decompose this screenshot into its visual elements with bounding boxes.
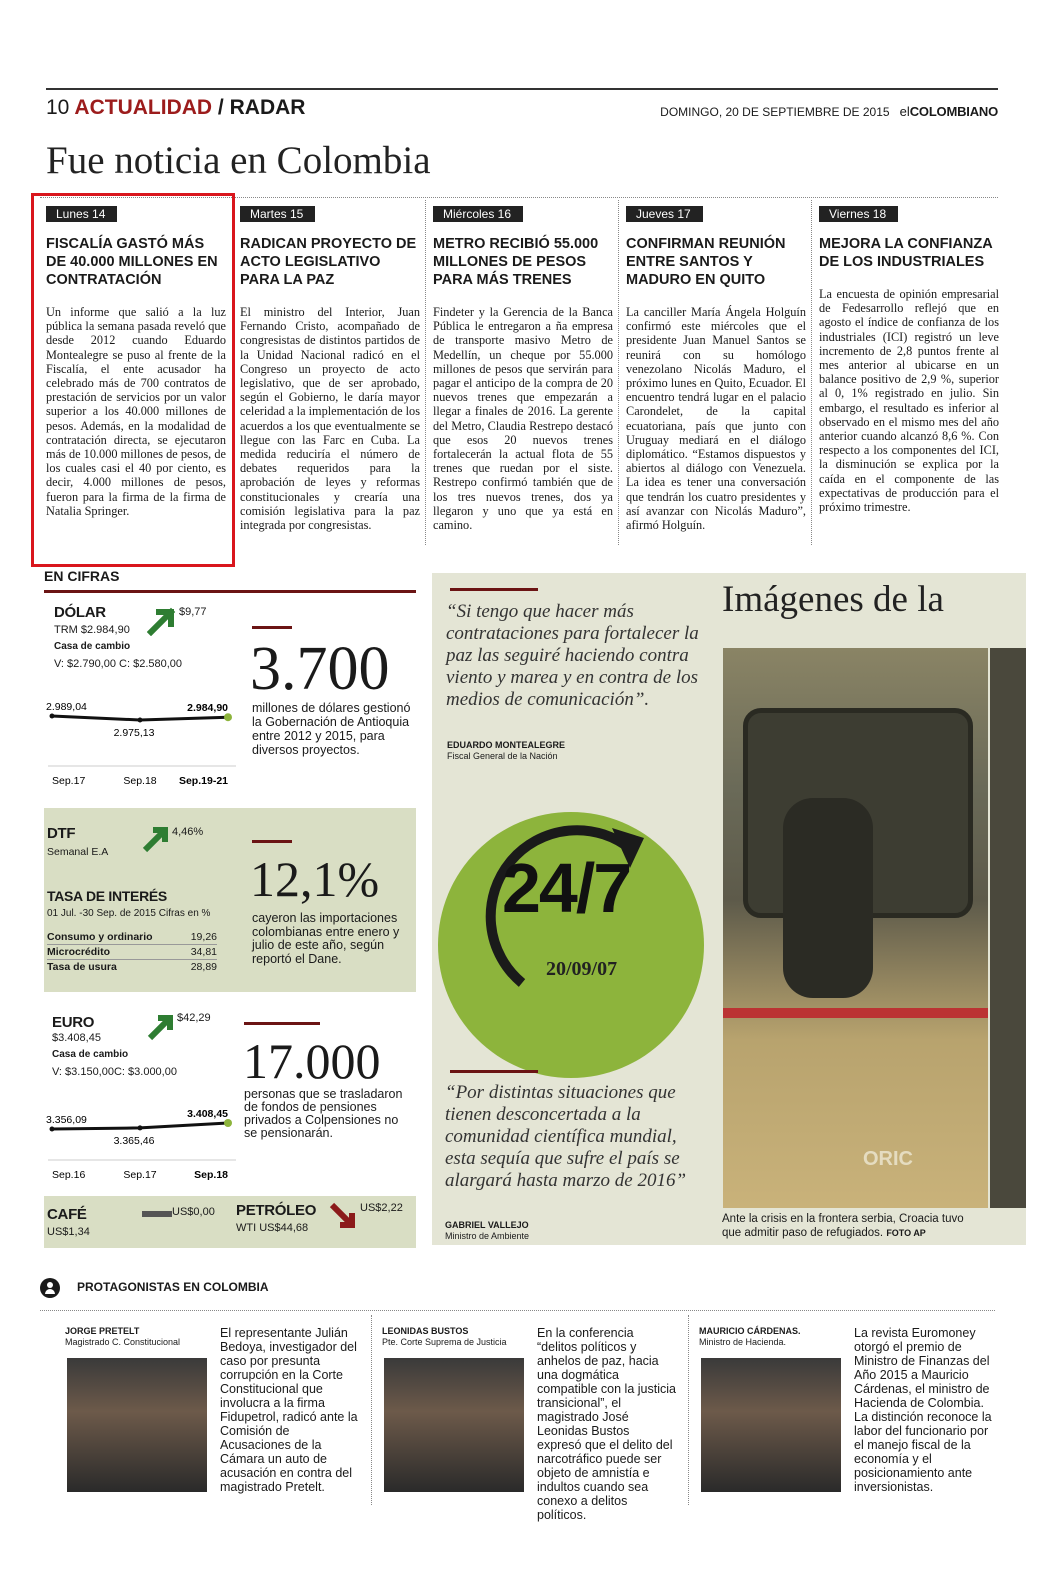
protagonist-card <box>382 1326 682 1522</box>
day-headline: CONFIRMAN REUNIÓN ENTRE SANTOS Y MADURO EN QUITO <box>626 236 786 288</box>
stat-value: 17.000 <box>243 1033 381 1089</box>
circle-big-text: 24/7 <box>502 849 631 927</box>
day-body: Un informe que salió a la luz pública la semana pasada reveló que desde 2012 cuando Eduardo Montealegre se puso al frente de la Fiscalía, el ente acusador ha celebrado más de 700 contratos de prestación de servicios por un valor superior a los 40.000 millones de pesos. Además, en la modalidad de contratación directa, se ejecutaron más de 10.000 millones de pesos, de los cuales casi el 40 por ciento, es decir, 4.000 millones de pesos, fueron para la firma de la firma de Natalia Springer. <box>46 305 226 518</box>
petroleo-change: US$2,22 <box>360 1202 403 1214</box>
day-headline: RADICAN PROYECTO DE ACTO LEGISLATIVO PARA LA PAZ <box>240 236 417 288</box>
day-column-jueves <box>626 205 806 532</box>
highlight-box <box>31 193 235 567</box>
day-column-miercoles <box>433 205 613 532</box>
header-right <box>660 104 998 119</box>
refugee-photo <box>723 648 988 1208</box>
person-silhouette <box>783 798 873 998</box>
dtf-title: DTF <box>47 825 76 842</box>
stat-text: millones de dólares gestionó la Gobernación de Antioquia entre 2012 y 2015, para diversos proyectos. <box>252 701 411 757</box>
euro-title: EURO <box>52 1014 95 1031</box>
cafe-price: US$1,34 <box>47 1226 90 1238</box>
dolar-trm: TRM $2.984,90 <box>54 624 130 636</box>
chart-point-label: 2.984,90 <box>187 702 228 715</box>
quote-vallejo: “Por distintas situaciones que tienen desconcertada a la comunidad científica mundial, esta sequía que sufre el país se alargará hasta marzo de 2016” <box>445 1082 687 1191</box>
tasa-row-value: 28,89 <box>190 961 217 973</box>
cifras-rule <box>44 590 416 593</box>
petroleo-title: PETRÓLEO <box>236 1202 317 1219</box>
chart-date-label: Sep.17 <box>52 775 86 787</box>
protagonist-text: La revista Euromoney otorgó el premio de Ministro de Finanzas del Año 2015 a Mauricio Cárdenas, el ministro de Hacienda de Colombia. La distinción reconoce la labor del funcionario por el manejo fiscal de la economía y el posicionamiento ante inversionistas. <box>854 1326 992 1494</box>
train-stripe <box>723 1008 988 1018</box>
logo-main: COLOMBIANO <box>909 104 998 119</box>
chart-point <box>50 714 55 719</box>
euro-chart <box>44 1098 240 1188</box>
dolar-chart <box>44 694 240 794</box>
column-divider <box>371 1315 372 1505</box>
cafe-title: CAFÉ <box>47 1206 87 1223</box>
day-headline: METRO RECIBIÓ 55.000 MILLONES DE PESOS PARA MÁS TRENES <box>433 236 599 288</box>
page-number: 10 <box>46 96 70 119</box>
protagonist-role: Pte. Corte Suprema de Justicia <box>382 1337 507 1347</box>
euro-casa: Casa de cambio <box>52 1049 129 1060</box>
protagonist-text: En la conferencia “delitos políticos y anhelos de paz, hacia una dogmática compatible con la justicia transicional”, el magistrado José Leonidas Bustos expresó que el delito del narcotráfico puede ser objeto de amnistía e indultos cuando sea conexo a delitos políticos. <box>537 1326 676 1522</box>
day-column-martes <box>240 205 420 532</box>
protagonist-name: JORGE PRETELT <box>65 1326 140 1336</box>
section-separator: / <box>217 96 224 119</box>
flat-indicator-icon <box>142 1211 172 1217</box>
stat-rule <box>252 626 292 629</box>
chart-point <box>224 713 232 721</box>
chart-point <box>138 718 143 723</box>
day-headline: MEJORA LA CONFIANZA DE LOS INDUSTRIALES <box>819 236 993 270</box>
chart-point-label: 2.975,13 <box>113 727 155 739</box>
chart-date-label: Sep.18 <box>123 775 157 787</box>
tasa-row-value: 19,26 <box>190 931 217 943</box>
euro-price: $3.408,45 <box>52 1032 101 1044</box>
protagonist-photo <box>701 1358 841 1492</box>
tasa-row <box>47 960 217 974</box>
page-title: Fue noticia en Colombia <box>46 139 431 182</box>
column-divider <box>425 200 426 545</box>
dtf-sub: Semanal E.A <box>47 846 109 858</box>
protagonist-photo <box>67 1358 207 1492</box>
protagonist-photo <box>384 1358 524 1492</box>
circle-date: 20/09/07 <box>546 958 618 980</box>
images-title: Imágenes de la <box>722 579 944 620</box>
quote-rule <box>450 1070 538 1073</box>
day-body: El ministro del Interior, Juan Fernando Cristo, acompañado de congresistas de distintos partidos de la Unidad Nacional radicó en el Congreso un proyecto de acto legislativo, que de ser aprobado, según el Gobierno, le daría mayor celeridad a la implementación de los acuerdos a los que eventualmente se llegue con las Farc en Cuba. La medida reduciría el número de debates requeridos para la aprobación de leyes y reformas constitucionales y crearía una comisión legislativa para la paz integrada por congresistas. <box>240 305 420 533</box>
tasa-row-label: Microcrédito <box>47 946 111 958</box>
chart-point <box>138 1125 143 1130</box>
stat-text: personas que se trasladaron de fondos de pensiones privados a Colpensiones no se pensionarán. <box>244 1087 403 1140</box>
issue-date: DOMINGO, 20 DE SEPTIEMBRE DE 2015 <box>660 105 890 119</box>
tasa-row-label: Consumo y ordinario <box>47 931 153 943</box>
dtf-change: 4,46% <box>172 826 204 838</box>
cafe-change: US$0,00 <box>172 1206 215 1218</box>
tasa-row <box>47 930 217 945</box>
day-tag: Miércoles 16 <box>433 206 523 222</box>
day-tag: Martes 15 <box>240 206 315 222</box>
section-name: ACTUALIDAD <box>74 96 213 119</box>
protagonist-name: MAURICIO CÁRDENAS. <box>699 1326 801 1336</box>
protagonistas-label: PROTAGONISTAS EN COLOMBIA <box>77 1280 269 1294</box>
quote-author: GABRIEL VALLEJO <box>445 1220 529 1230</box>
protagonist-name: LEONIDAS BUSTOS <box>382 1326 469 1336</box>
quote-author-role: Ministro de Ambiente <box>445 1231 530 1241</box>
up-arrow-icon <box>147 604 179 636</box>
dtf-block <box>44 808 416 992</box>
protagonist-text: El representante Julián Bedoya, investigador del caso por presunta corrupción en la Corte Constitucional que involucra a la firma Fidupetrol, radicó ante la Comisión de Acusaciones de la Cámara un auto de acusación en contra del magistrado Pretelt. <box>220 1326 358 1494</box>
tasa-table <box>47 930 217 974</box>
quote-rule <box>450 588 538 591</box>
person-icon <box>40 1278 60 1298</box>
chart-point <box>224 1119 232 1127</box>
commodities-block <box>44 1196 416 1248</box>
day-column-viernes <box>819 205 999 514</box>
chart-point-label: 3.408,45 <box>187 1108 228 1120</box>
column-divider <box>688 1315 689 1505</box>
protagonist-card <box>65 1326 365 1506</box>
euro-block <box>44 1004 240 1194</box>
stat-rule <box>244 1022 320 1025</box>
day-body: La canciller María Ángela Holguín confirmó este miércoles que el presidente Juan Manuel Santos se reunirá con su homólogo venezolano Nicolás Maduro, el próximo lunes en Quito, Ecuador. El encuentro tendrá lugar en el palacio Carondelet, de la capital ecuatoriana, país que junto con Uruguay mediará en el diálogo diplomático. “Estamos dispuestos y abiertos al diálogo con Venezuela. La idea es tener una conversación que tendrán los cuatro presidentes y así avanzar con Nicolás Maduro”, afirmó Holguín. <box>626 305 806 533</box>
stat-text: cayeron las importaciones colombianas entre enero y julio de este año, según reportó el Dane. <box>252 911 400 966</box>
protagonist-card <box>699 1326 999 1506</box>
petroleo-price: WTI US$44,68 <box>236 1222 309 1234</box>
day-tag: Jueves 17 <box>626 206 703 222</box>
day-headline: FISCALÍA GASTÓ MÁS DE 40.000 MILLONES EN CONTRATACIÓN <box>46 236 218 288</box>
day-tag: Lunes 14 <box>46 206 117 222</box>
column-divider <box>811 200 812 545</box>
photo-caption <box>722 1212 982 1240</box>
stat-value: 12,1% <box>250 851 380 907</box>
chart-point-label: 3.356,09 <box>46 1114 87 1126</box>
chart-date-label: Sep.16 <box>52 1169 86 1181</box>
chart-date-label: Sep.19-21 <box>178 775 228 787</box>
section-label <box>46 96 305 120</box>
protagonist-role: Ministro de Hacienda. <box>699 1337 787 1347</box>
day-body: Findeter y la Gerencia de la Banca Pública le entregaron a ña empresa de transporte masivo Metro de Medellín, un cheque por 55.000 millones de pesos que servirán para pagar el anticipo de la compra de 20 nuevos trenes que empezarán a llegar a finales de 2016. La gerente del Metro, Claudia Restrepo destacó que esos 20 nuevos trenes fortalecerán la actual flota de 55 trenes que ruedan por el siste. Restrepo confirmó también que de los tres nuevos trenes, dos ya llegaron y uno que ya está en camino. <box>433 305 613 533</box>
stat-rule <box>252 840 292 843</box>
dolar-block <box>44 594 240 800</box>
tasa-row-value: 34,81 <box>190 946 217 958</box>
tasa-row <box>47 945 217 960</box>
up-arrow-icon <box>146 1010 178 1042</box>
cifras-label: EN CIFRAS <box>44 568 120 584</box>
dolar-vc: V: $2.790,00 C: $2.580,00 <box>54 658 183 670</box>
quote-author-role: Fiscal General de la Nación <box>447 751 558 761</box>
subsection-name: RADAR <box>229 96 306 119</box>
dolar-casa: Casa de cambio <box>54 641 131 652</box>
day-tag: Viernes 18 <box>819 206 898 222</box>
logo-prefix: el <box>899 104 910 119</box>
protagonistas-divider <box>40 1310 995 1311</box>
quote-author: EDUARDO MONTEALEGRE <box>447 740 566 750</box>
dolar-title: DÓLAR <box>54 604 106 621</box>
caption-text: Ante la crisis en la frontera serbia, Croacia tuvo que admitir paso de refugiados. <box>722 1213 964 1239</box>
up-arrow-icon <box>141 822 173 854</box>
train-text: ORIC <box>863 1148 913 1170</box>
photo-credit: FOTO AP <box>886 1228 926 1238</box>
euro-change: $42,29 <box>177 1012 211 1024</box>
protagonist-role: Magistrado C. Constitucional <box>65 1337 181 1347</box>
column-divider <box>618 200 619 545</box>
tasa-row-label: Tasa de usura <box>47 961 117 973</box>
quote-montealegre: “Si tengo que hacer más contrataciones para fortalecer la paz las seguiré haciendo contra viento y marea y en contra de los medios de comunicación”. <box>446 601 699 710</box>
tasa-title: TASA DE INTERÉS <box>47 888 167 904</box>
stat-value: 3.700 <box>250 635 390 703</box>
tasa-sub: 01 Jul. -30 Sep. de 2015 Cifras en % <box>47 908 211 919</box>
photo-edge <box>990 648 1026 1208</box>
euro-vc: V: $3.150,00C: $3.000,00 <box>52 1066 177 1078</box>
header-rule <box>46 88 998 90</box>
down-arrow-icon <box>328 1201 360 1233</box>
chart-point <box>50 1127 55 1132</box>
chart-date-label: Sep.18 <box>194 1169 228 1181</box>
chart-point-label: 2.989,04 <box>46 701 87 713</box>
dolar-change: $9,77 <box>179 606 207 618</box>
chart-point-label: 3.365,46 <box>113 1134 155 1147</box>
chart-date-label: Sep.17 <box>123 1169 157 1181</box>
day-body: La encuesta de opinión empresarial de Fedesarrollo reflejó que en agosto el índice de confianza de los industriales (ICI) registró un leve incremento de 2,8 puntos frente al mes anterior al ubicarse en un balance positivo de 2,9 %, superior al 0, 1% registrado en julio. Sin embargo, el resultado es inferior al observado en el mismo mes del año anterior cuando alcanzó 8,6 %. Con respecto a los componentes del ICI, la disminución se explica por la caída en el componente de las expectativas de producción para el próximo trimestre. <box>819 287 999 515</box>
